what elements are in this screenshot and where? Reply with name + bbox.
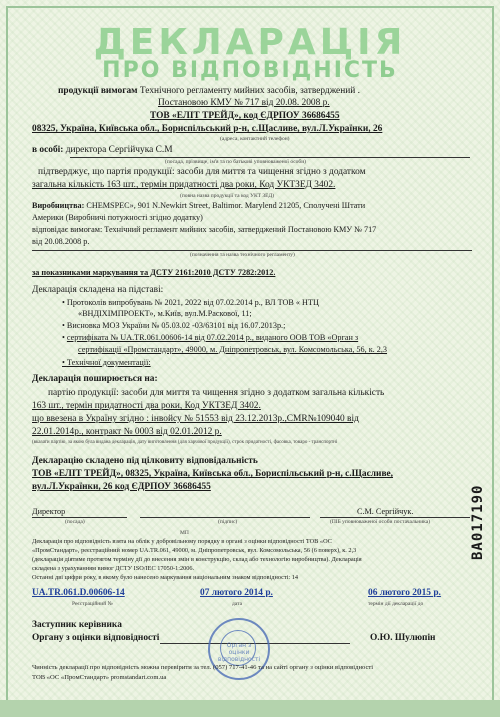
scope-heading: Декларація поширюється на: [32,374,158,384]
regulation-underline [32,250,472,251]
stamp-text: Орган з оцінки відповідності [217,642,261,663]
responsibility-line-2: вул.Л.Українки, 26 код ЄДРПОУ 36686455 [32,482,211,492]
name-underline [320,517,470,518]
position-caption: (посада) [65,519,85,525]
signature-position: Директор [32,507,66,516]
registration-line-5: Останні дві цифри року, в якому було нанесено маркування національним знаком відповідності: 14 [32,574,299,581]
product-line-2: загальна кількість 163 шт., термін придатності два роки, Код УКТЗЕД 3402. [32,180,336,190]
head-title-1: Заступник керівника [32,620,122,630]
responsibility-line-1: ТОВ «ЕЛІТ ТРЕЙД», 08325, Україна, Київська обл., Бориспільський р-н, с.Щасливе, [32,469,394,479]
basis-item-2: • Висновка МОЗ України № 05.03.02 -03/63101 від 16.07.2013р.; [62,321,286,330]
sign-caption: (підпис) [218,519,238,525]
requirement-label: продукції вимогам [58,86,138,96]
company-line: ТОВ «ЕЛІТ ТРЕЙД», код ЄДРПОУ 36686455 [150,111,340,121]
registration-line-2: «ПромСтандарт», реєстраційний номер UA.TR.061, 49000, м. Дніпропетровськ, вул. Комсомольська, 56 (6 поверх), к. 2,3 [32,547,357,554]
basis-item-1a: • Протоколів випробувань № 2021, 2022 від 07.02.2014 р., ВЛ ТОВ « НТЦ [62,298,319,307]
registration-number: UA.TR.061.D.00606-14 [32,588,125,598]
basis-item-3a: • сертифіката № UA.TR.061.00606-14 від 07.02.2014 р., виданого ООВ ТОВ «Орган з [62,333,359,342]
serial-number: BA017190 [470,484,486,560]
manufacturer-line-4: від 20.08.2008 р. [32,237,90,246]
sign-underline [140,517,310,518]
person-value: директора Сергійчука С.М [65,145,173,155]
responsibility-heading: Декларацію складено під цілковиту відповідальність [32,456,258,466]
address-caption: (адреса, контактний телефон) [220,136,290,142]
basis-heading: Декларація складена на підставі: [32,285,164,295]
document-subtitle: ПРО ВІДПОВІДНІСТЬ [102,58,398,83]
person-line: в особі: директора Сергійчука С.М [32,145,173,155]
basis-item-3b: сертифікації «Промстандарт», 49000, м. Дніпропетровськ, вул. Комсомольська, 56, к. 2,3 [78,345,388,354]
manufacturer-line-3: відповідає вимогам: Технічний регламент мийних засобів, затверджений Постановою КМУ № 717 [32,225,377,234]
scope-line-1: партію продукції: засоби для миття та чищення згідно з додатком загальна кількість [48,388,385,398]
manufacturer-line-2: Америки (Виробничі потужності згідно додатку) [32,213,203,222]
requirement-value: Технічного регламенту мийних засобів, затверджений . [139,86,360,96]
scope-line-2: 163 шт., термін придатності два роки, Код УКТЗЕД 3402. [32,401,261,411]
basis-item-4: • Технічної документації: [62,358,151,367]
validity-caption: термін дії декларації до [368,601,424,607]
bottom-band [0,700,500,717]
scope-line-3: що ввезена в Україну згідно : інвойсу № 51553 від 23.12.2013р.,CMR№109040 від [32,414,359,424]
product-line-1: підтверджує, що партія продукції: засоби для миття та чищення згідно з додатком [38,167,366,177]
scope-caption: (вказати партію, за якою була видана декларація, дату виготовлення (для харчової продукції), строк придатності, фасовка, товаро - транспортні [32,440,338,445]
document-title: ДЕКЛАРАЦІЯ [93,22,407,63]
registration-date: 07 лютого 2014 р. [200,588,273,598]
product-caption: (повна назва продукції та код УКТ ЗЕД) [180,193,275,199]
seal-place: МП [180,530,189,536]
head-title-2: Органу з оцінки відповідності [32,633,160,643]
manufacturer-line-1: Виробництва: CHEMSPEC», 901 N.Newkirt Street, Baltimor. Marylend 21205, Сполучені Штати [32,201,366,210]
registration-line-4: складена з урахуванням вимог ДСТУ ISO/IEC 17050-1:2006. [32,565,195,572]
position-underline [32,517,127,518]
basis-item-1b: «ВНДІХІМПРОЕКТ», м.Київ, вул.М.Раскової, 11; [78,309,252,318]
scope-line-4: 22.01.2014р., контракт № 0003 від 02.01.2012 р. [32,427,222,437]
name-caption: (ПІБ уповноваженої особи постачальника) [330,519,431,525]
marking-line: за показниками маркування та ДСТУ 2161:2010 ДСТУ 7282:2012. [32,268,276,277]
signatory-name: С.М. Сергійчук. [357,507,414,516]
validity-date: 06 лютого 2015 р. [368,588,441,598]
registration-line-1: Декларація про відповідність взята на облік у добровільному порядку в органі з оцінки відповідності ТОВ «ОС [32,538,332,545]
regulation-caption: (позначення та назва технічного регламенту) [190,252,295,258]
person-underline [70,157,470,158]
person-caption: (посада, прізвище, ім'я та по батькові уповноваженої особи) [165,159,306,165]
footer-line-2: ТОВ «ОС «ПромСтандарт» promstandart.com.ua [32,674,167,681]
footer-line-1: Чинність декларації про відповідність можна перевірити за тел. (057) 717-41-46 та на сайті органу з оцінки відповідності [32,664,374,671]
head-name: О.Ю. Шулюпін [370,633,436,643]
registration-line-3: (декларація діятиме протягом терміну дії до внесення змін в конструкцію, склад або технологію виробництва). Декларація [32,556,362,563]
registration-date-caption: дата [232,601,243,607]
regulation-line: Постановою КМУ № 717 від 20.08. 2008 р. [158,98,330,108]
requirement-line [58,86,360,96]
registration-number-caption: Реєстраційний № [72,601,113,607]
company-address: 08325, Україна, Київська обл., Бориспільський р-н, с.Щасливе, вул.Л.Українки, 26 [32,124,383,134]
